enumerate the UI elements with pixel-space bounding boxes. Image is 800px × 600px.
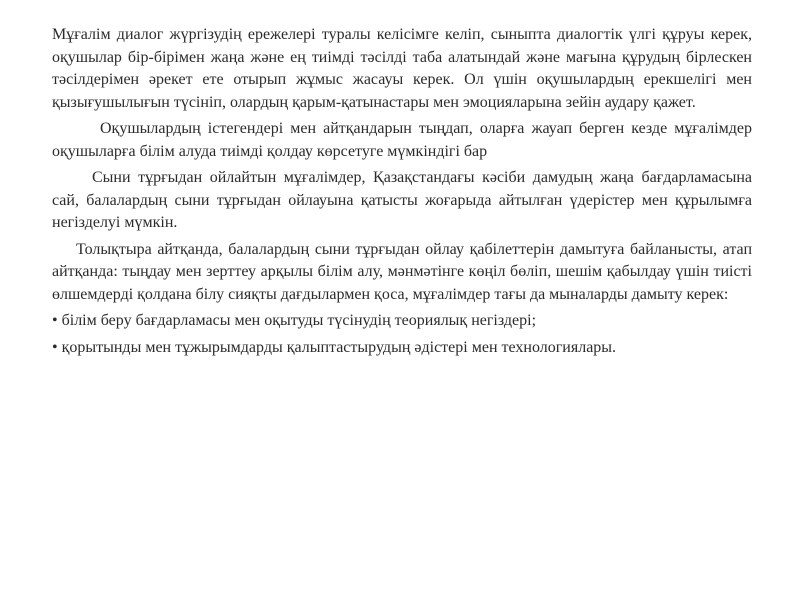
paragraph-dialogue-rules: Мұғалім диалог жүргізудің ережелері туралы келісімге келіп, сыныпта диалогтік үлгі құруы керек, оқушылар бір-бірімен жаңа және ең тиімді тәсілді таба алатындай және мағына құрудың бірлескен тәсілдерімен әрекет ете отырып жұмыс жасауы керек. Ол үшін оқушылардың ерекшелігі мен қызығушылығын түсініп, олардың қарым-қатынастары мен эмоцияларына зейін аудару қажет. (52, 26, 752, 111)
paragraph-critical-thinking-teachers: Сыни тұрғыдан ойлайтын мұғалімдер, Қазақстандағы кәсіби дамудың жаңа бағдарламасына сай, балалардың сыни тұрғыдан ойлауына қатысты жоғарыда айтылған үдерістер мен құрылымға негізделуі мүмкін. (52, 169, 752, 231)
bullet-item-methods: • қорытынды мен тұжырымдарды қалыптастырудың әдістері мен технологиялары. (52, 338, 617, 356)
paragraph-listening: Оқушылардың істегендері мен айтқандарын тыңдап, оларға жауап берген кезде мұғалімдер оқушыларға білім алуда тиімді қолдау көрсетуге мүмкіндігі бар (52, 120, 752, 160)
bullet-item-theory: • білім беру бағдарламасы мен оқытуды түсінудің теориялық негіздері; (52, 312, 537, 329)
document-body (52, 24, 752, 363)
paragraph-summary: Толықтыра айтқанда, балалардың сыни тұрғыдан ойлау қабілеттерін дамытуға байланысты, атап айтқанда: тыңдау мен зерттеу арқылы білім алу, мәнмәтінге көңіл бөліп, шешім қабылдау үшін тиісті өлшемдерді қолдана білу сияқты дағдылармен қоса, мұғалімдер тағы да мыналарды дамыту керек: (52, 240, 752, 303)
